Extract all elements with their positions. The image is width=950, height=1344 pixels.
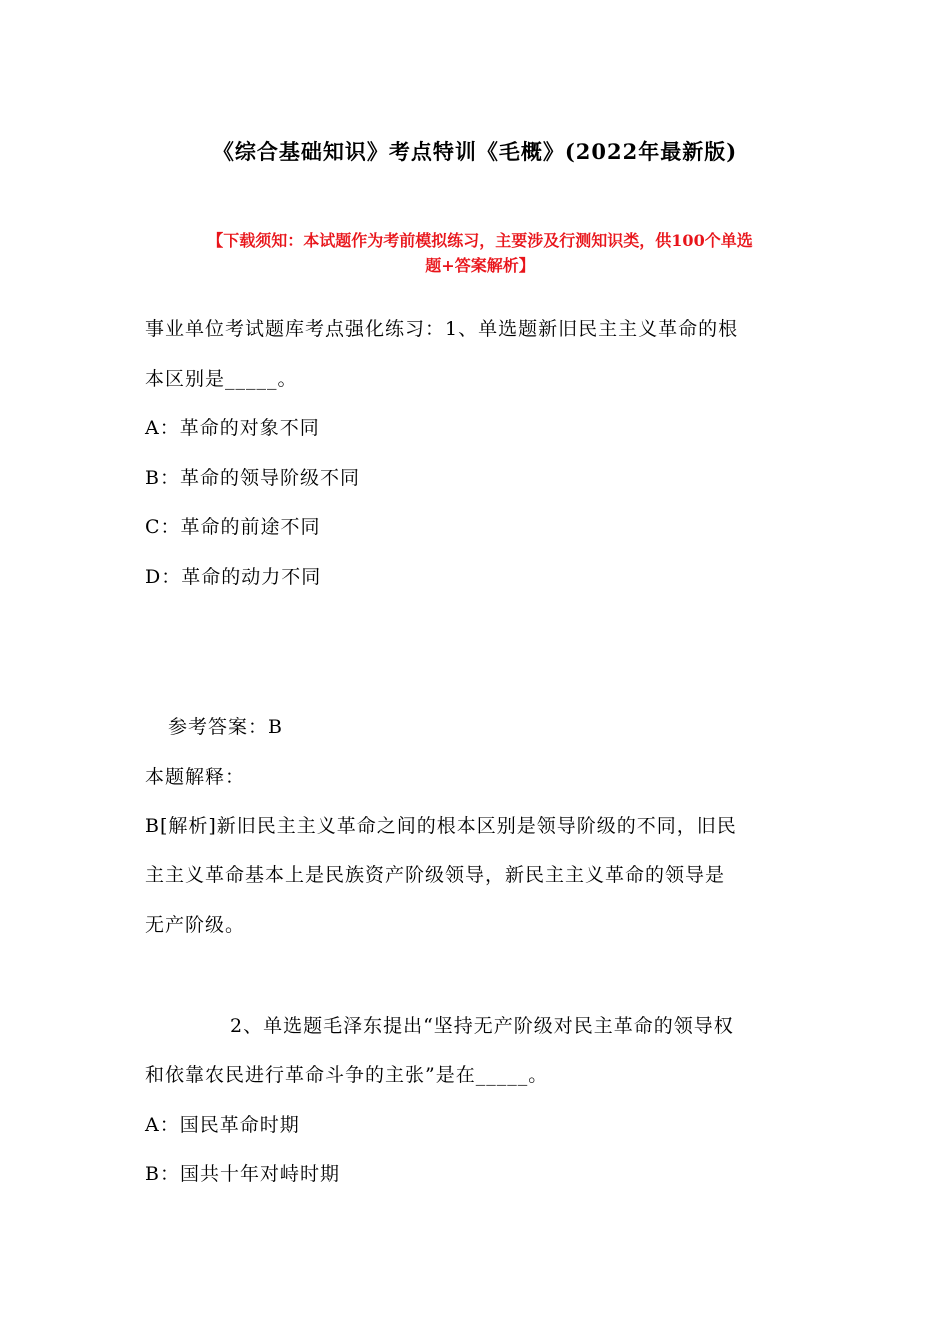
q1-explanation-heading: 本题解释： [145, 766, 246, 788]
q1-stem-line-2: 本区别是_____。 [145, 368, 298, 390]
q1-option-d: D：革命的动力不同 [145, 566, 322, 588]
q1-explanation-line-2: 主主义革命基本上是民族资产阶级领导，新民主主义革命的领导是 [145, 864, 726, 886]
q1-option-a: A：革命的对象不同 [145, 417, 320, 439]
download-notice [140, 228, 820, 278]
notice-line-2: 题+答案解析】 [425, 256, 535, 275]
q2-stem-line-2: 和依靠农民进行革命斗争的主张”是在_____。 [145, 1064, 549, 1086]
q1-option-b: B：革命的领导阶级不同 [145, 467, 360, 489]
q1-answer: 参考答案：B [168, 716, 283, 738]
page-title: 《综合基础知识》考点特训《毛概》(2022年最新版) [212, 139, 738, 164]
q1-explanation-line-3: 无产阶级。 [145, 914, 246, 936]
q2-stem-line-1: 2、单选题毛泽东提出“坚持无产阶级对民主革命的领导权 [230, 1015, 734, 1037]
q2-option-a: A：国民革命时期 [145, 1114, 300, 1136]
q1-option-c: C：革命的前途不同 [145, 516, 321, 538]
notice-line-1: 【下载须知：本试题作为考前模拟练习，主要涉及行测知识类，供100个单选 [207, 231, 753, 250]
q1-explanation-line-1: B[解析]新旧民主主义革命之间的根本区别是领导阶级的不同，旧民 [145, 815, 737, 837]
q2-option-b: B：国共十年对峙时期 [145, 1163, 340, 1185]
q1-stem-line-1: 事业单位考试题库考点强化练习：1、单选题新旧民主主义革命的根 [145, 318, 739, 340]
